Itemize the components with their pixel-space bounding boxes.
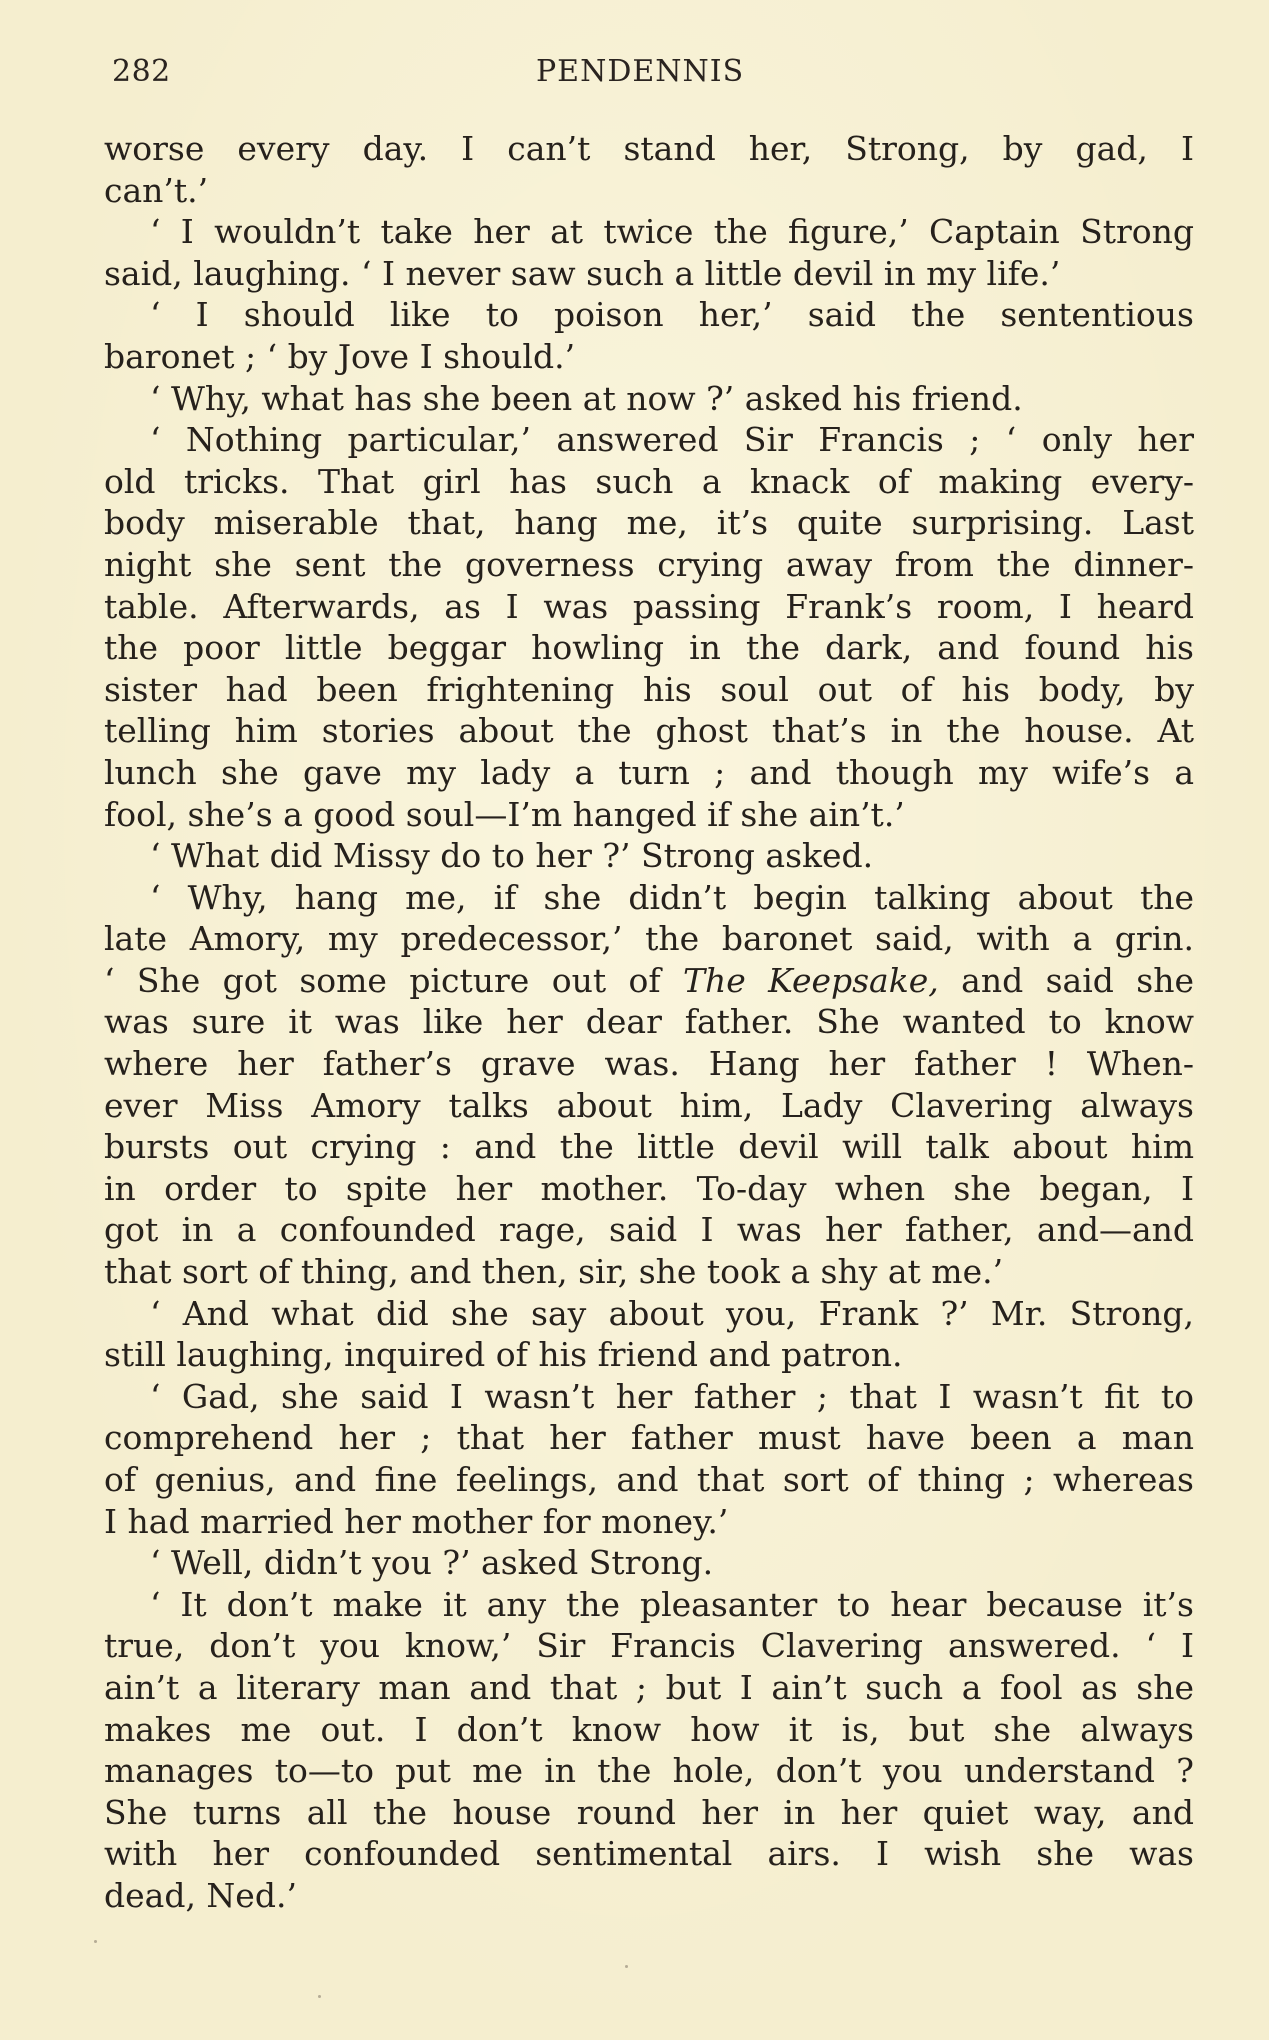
text-line: ‘ Why, what has she been at now ?’ asked his friend. — [150, 378, 1023, 418]
text-line: sister had been frightening his soul out of his body, by — [104, 669, 1194, 709]
text-line: ‘ And what did she say about you, Frank ?’ Mr. Strong, — [150, 1293, 1194, 1333]
text-line: bursts out crying : and the little devil will talk about him — [104, 1127, 1194, 1167]
paper-speck — [94, 1940, 97, 1943]
text-line: dead, Ned.’ — [104, 1875, 297, 1915]
text-line: manages to—to put me in the hole, don’t you understand ? — [104, 1751, 1194, 1791]
text-line: was sure it was like her dear father. She wanted to know — [104, 1002, 1194, 1042]
text-line: the poor little beggar howling in the dark, and found his — [104, 628, 1194, 668]
text-line: that sort of thing, and then, sir, she took a shy at me.’ — [104, 1252, 1004, 1292]
text-line: still laughing, inquired of his friend and patron. — [104, 1335, 903, 1375]
paper-speck — [318, 1995, 321, 1998]
text-line: night she sent the governess crying away from the dinner- — [104, 544, 1194, 584]
text-line: late Amory, my predecessor,’ the baronet said, with a grin. — [104, 919, 1194, 959]
text-line: worse every day. I can’t stand her, Strong, by gad, I — [104, 129, 1194, 168]
text-line: ‘ Nothing particular,’ answered Sir Francis ; ‘ only her — [150, 420, 1194, 460]
text-line: telling him stories about the ghost that’s in the house. At — [104, 711, 1194, 751]
text-line: comprehend her ; that her father must have been a man — [104, 1418, 1194, 1458]
text-segment: and said she — [938, 960, 1194, 1000]
text-line: in order to spite her mother. To-day when she began, I — [104, 1168, 1194, 1208]
text-line: ‘ It don’t make it any the pleasanter to hear because it’s — [150, 1584, 1194, 1624]
text-line: old tricks. That girl has such a knack of making every- — [104, 461, 1194, 501]
text-line: baronet ; ‘ by Jove I should.’ — [104, 336, 576, 376]
book-title-italic: The Keepsake, — [682, 960, 939, 1000]
text-line: ‘ I should like to poison her,’ said the sententious — [150, 295, 1194, 335]
text-line: true, don’t you know,’ Sir Francis Clavering answered. ‘ I — [104, 1626, 1194, 1666]
text-line: table. Afterwards, as I was passing Frank’s room, I heard — [104, 586, 1194, 626]
text-line: ‘ Gad, she said I wasn’t her father ; that I wasn’t fit to — [150, 1376, 1194, 1416]
text-line: body miserable that, hang me, it’s quite surprising. Last — [104, 503, 1194, 543]
text-line: said, laughing. ‘ I never saw such a little devil in my life.’ — [104, 253, 1061, 293]
body-text — [104, 128, 1194, 1917]
text-line: with her confounded sentimental airs. I wish she was — [104, 1834, 1194, 1874]
text-line: ‘ Well, didn’t you ?’ asked Strong. — [150, 1543, 714, 1583]
text-line: She turns all the house round her in her quiet way, and — [104, 1792, 1194, 1832]
running-title: PENDENNIS — [536, 54, 745, 89]
text-line: of genius, and fine feelings, and that sort of thing ; whereas — [104, 1460, 1194, 1499]
text-line: ever Miss Amory talks about him, Lady Clavering always — [104, 1085, 1194, 1125]
text-line: got in a confounded rage, said I was her father, and—and — [104, 1210, 1194, 1250]
text-segment: ‘ She got some picture out of — [104, 960, 683, 1000]
text-line: ain’t a literary man and that ; but I ain’t such a fool as she — [104, 1667, 1194, 1707]
text-line: lunch she gave my lady a turn ; and though my wife’s a — [104, 752, 1194, 792]
text-line: fool, she’s a good soul—I’m hanged if she ain’t.’ — [104, 794, 905, 834]
text-line: ‘ Why, hang me, if she didn’t begin talking about the — [150, 877, 1194, 917]
paper-speck — [625, 1965, 628, 1968]
text-line: ‘ I wouldn’t take her at twice the figure,’ Captain Strong — [150, 212, 1194, 252]
page-number: 282 — [112, 54, 171, 89]
page-header — [110, 54, 1210, 98]
text-line: ‘ What did Missy do to her ?’ Strong asked. — [150, 836, 874, 876]
text-line: makes me out. I don’t know how it is, but she always — [104, 1709, 1194, 1749]
text-line: can’t.’ — [104, 170, 209, 210]
text-line: where her father’s grave was. Hang her father ! When- — [104, 1044, 1194, 1084]
text-line — [104, 960, 1194, 1002]
text-line: I had married her mother for money.’ — [104, 1501, 729, 1541]
